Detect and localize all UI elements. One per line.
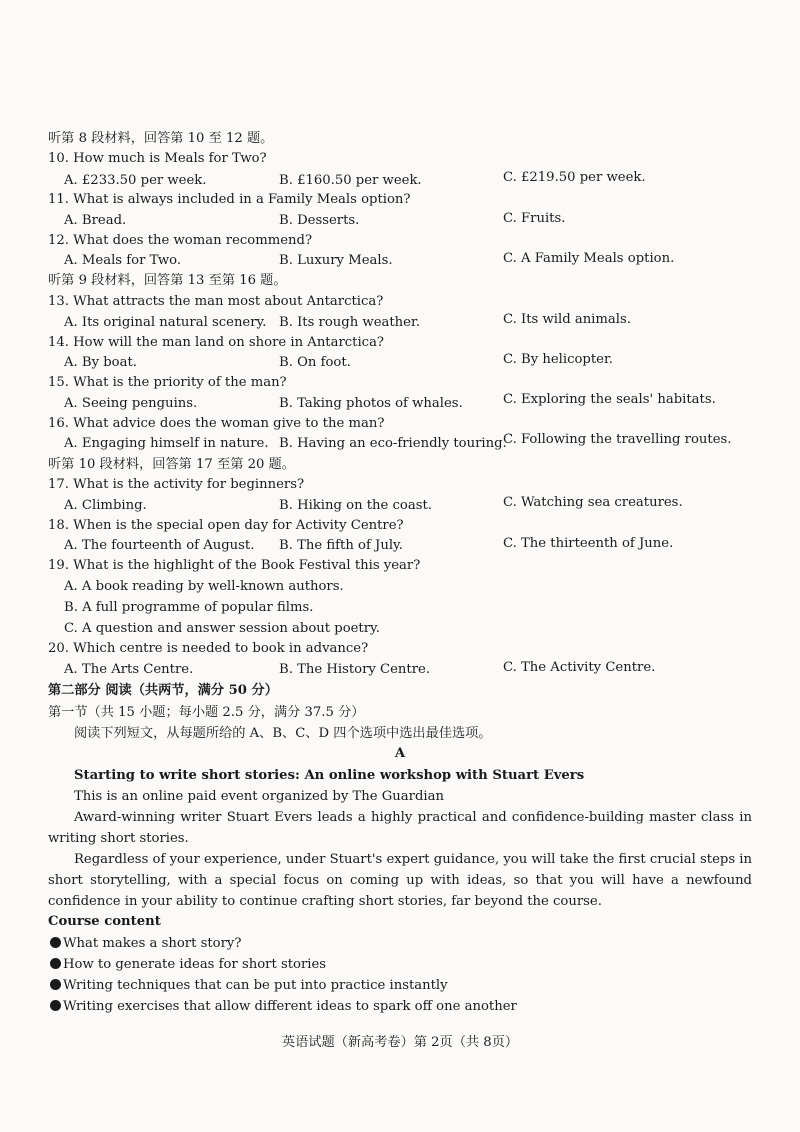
question-11: 11. What is always included in a Family Meals option?: [48, 192, 411, 207]
option-11a: A. Bread.: [64, 213, 127, 228]
option-10a: A. £233.50 per week.: [64, 173, 207, 188]
option-20c: C. The Activity Centre.: [503, 660, 656, 675]
bullet-dot-icon: [50, 979, 61, 990]
option-16c: C. Following the travelling routes.: [503, 432, 732, 447]
option-10c: C. £219.50 per week.: [503, 170, 646, 185]
bullet-item: What makes a short story?: [50, 935, 241, 953]
option-13c: C. Its wild animals.: [503, 312, 631, 327]
question-19: 19. What is the highlight of the Book Festival this year?: [48, 558, 421, 573]
option-14c: C. By helicopter.: [503, 352, 613, 367]
option-18b: B. The fifth of July.: [279, 538, 403, 553]
part2-section1: 第一节（共 15 小题；每小题 2.5 分，满分 37.5 分）: [48, 705, 365, 720]
option-20a: A. The Arts Centre.: [64, 662, 194, 677]
passage-p1: This is an online paid event organized by The Guardian: [74, 789, 444, 804]
option-15c: C. Exploring the seals' habitats.: [503, 392, 716, 407]
option-13b: B. Its rough weather.: [279, 315, 421, 330]
question-14: 14. How will the man land on shore in Antarctica?: [48, 335, 384, 350]
option-12b: B. Luxury Meals.: [279, 253, 393, 268]
passage-label: A: [394, 746, 406, 761]
option-14a: A. By boat.: [64, 355, 137, 370]
option-12c: C. A Family Meals option.: [503, 251, 675, 266]
question-10: 10. How much is Meals for Two?: [48, 151, 267, 166]
option-12a: A. Meals for Two.: [64, 253, 182, 268]
option-15a: A. Seeing penguins.: [64, 396, 198, 411]
question-12: 12. What does the woman recommend?: [48, 233, 313, 248]
option-17a: A. Climbing.: [64, 498, 147, 513]
option-11b: B. Desserts.: [279, 213, 360, 228]
question-17: 17. What is the activity for beginners?: [48, 477, 305, 492]
bullet-dot-icon: [50, 1000, 61, 1011]
passage-title: Starting to write short stories: An online workshop with Stuart Evers: [74, 768, 585, 783]
question-20: 20. Which centre is needed to book in advance?: [48, 641, 369, 656]
option-16b: B. Having an eco-friendly touring.: [279, 436, 507, 451]
course-content-heading: Course content: [48, 914, 161, 929]
option-16a: A. Engaging himself in nature.: [64, 436, 269, 451]
bullet-dot-icon: [50, 958, 61, 969]
question-13: 13. What attracts the man most about Antarctica?: [48, 294, 384, 309]
option-15b: B. Taking photos of whales.: [279, 396, 463, 411]
bullet-dot-icon: [50, 937, 61, 948]
option-19c: C. A question and answer session about poetry.: [64, 621, 380, 636]
passage-p3: Regardless of your experience, under Stuart's expert guidance, you will take the first crucial steps in short storytelling, with a special focus on coming up with ideas, so that you will have a newfound confidence in your ability to continue crafting short stories, far beyond the course.: [48, 852, 752, 909]
option-13a: A. Its original natural scenery.: [64, 315, 267, 330]
bullet-item: How to generate ideas for short stories: [50, 956, 326, 974]
bullet-item: Writing exercises that allow different ideas to spark off one another: [50, 998, 517, 1016]
part2-instruction: 阅读下列短文，从每题所给的 A、B、C、D 四个选项中选出最佳选项。: [74, 726, 492, 741]
passage-p2: Award-winning writer Stuart Evers leads a highly practical and confidence-building master class in writing short stories.: [48, 810, 752, 846]
bullet-item: Writing techniques that can be put into practice instantly: [50, 977, 448, 995]
question-18: 18. When is the special open day for Activity Centre?: [48, 518, 404, 533]
option-20b: B. The History Centre.: [279, 662, 431, 677]
part2-heading: 第二部分 阅读（共两节，满分 50 分）: [48, 683, 278, 698]
option-11c: C. Fruits.: [503, 211, 566, 226]
option-10b: B. £160.50 per week.: [279, 173, 422, 188]
question-15: 15. What is the priority of the man?: [48, 375, 287, 390]
section-8-intro: 听第 8 段材料，回答第 10 至 12 题。: [48, 131, 274, 146]
option-17c: C. Watching sea creatures.: [503, 495, 683, 510]
section-10-intro: 听第 10 段材料，回答第 17 至第 20 题。: [48, 457, 295, 472]
option-18a: A. The fourteenth of August.: [64, 538, 255, 553]
option-14b: B. On foot.: [279, 355, 351, 370]
option-17b: B. Hiking on the coast.: [279, 498, 432, 513]
section-9-intro: 听第 9 段材料，回答第 13 至第 16 题。: [48, 273, 287, 288]
page-footer: 英语试题（新高考卷）第 2页（共 8页）: [281, 1035, 519, 1050]
question-16: 16. What advice does the woman give to the man?: [48, 416, 385, 431]
option-18c: C. The thirteenth of June.: [503, 536, 674, 551]
option-19b: B. A full programme of popular films.: [64, 600, 314, 615]
option-19a: A. A book reading by well-known authors.: [64, 579, 344, 594]
